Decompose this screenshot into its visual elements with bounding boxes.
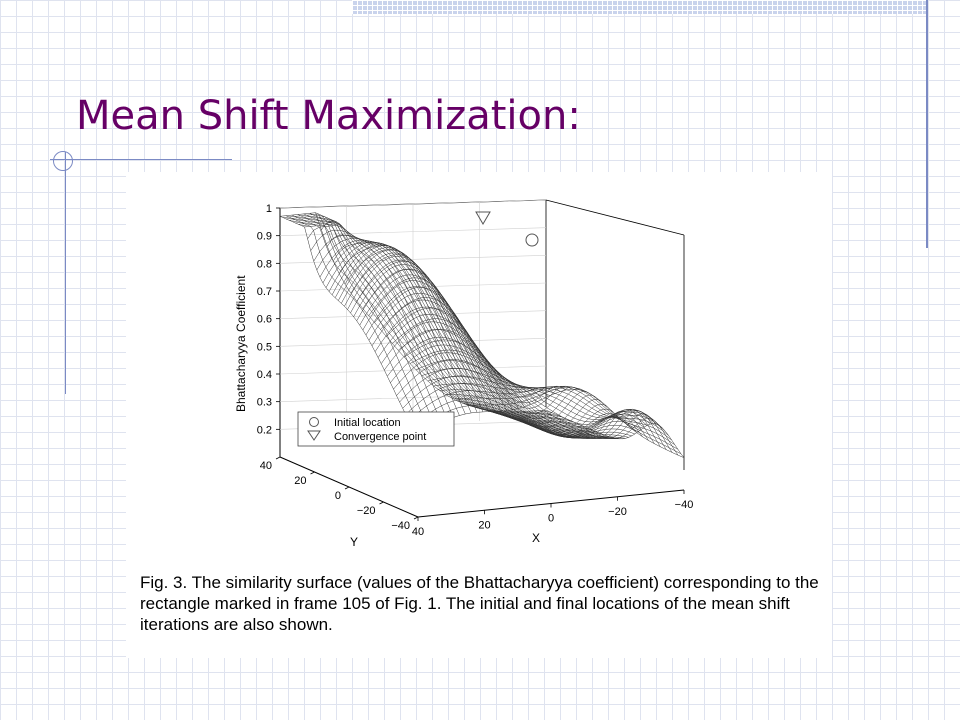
x-tick-label: 40 — [411, 526, 425, 538]
y-axis-ticks — [260, 457, 418, 532]
x-tick-label: −20 — [608, 505, 627, 518]
decor-line-left — [65, 152, 66, 394]
z-axis-ticks — [257, 203, 280, 436]
header-decoration-band — [352, 0, 928, 14]
y-tick-mark — [345, 487, 349, 489]
y-tick-label: 0 — [334, 490, 341, 502]
y-tick-mark — [414, 517, 418, 519]
z-tick-label: 0.6 — [256, 313, 272, 326]
y-tick-label: −40 — [391, 520, 410, 532]
y-tick-mark — [276, 457, 280, 459]
surface-mesh-line — [369, 278, 507, 411]
x-tick-label: −40 — [674, 499, 694, 511]
surface-mesh-line — [298, 215, 436, 427]
z-tick-label: 0.3 — [256, 396, 272, 409]
x-axis-label: X — [532, 531, 541, 545]
surface-mesh-line — [302, 222, 568, 420]
z-tick-label: 1 — [265, 203, 272, 215]
z-tick-label: 0.9 — [256, 230, 272, 243]
figure-caption: Fig. 3. The similarity surface (values of the Bhattacharyya coefficient) corresponding to the rectangle marked in frame 105 of Fig. 1. The initial and final locations of the mean shift iterations are also shown. — [140, 573, 819, 634]
surface-plot — [126, 172, 832, 567]
y-tick-mark — [380, 502, 384, 504]
surface-mesh-line — [295, 219, 561, 417]
surface-mesh-line — [289, 217, 555, 416]
y-tick-label: 20 — [294, 475, 307, 487]
y-tick-label: −20 — [356, 505, 376, 517]
z-tick-label: 0.2 — [256, 424, 272, 437]
z-tick-label: 0.5 — [256, 341, 272, 354]
surface-mesh-line — [375, 287, 513, 410]
surface-mesh-line — [326, 242, 592, 431]
figure-panel — [126, 172, 832, 658]
z-tick-label: 0.4 — [256, 369, 272, 381]
x-axis-ticks — [412, 490, 693, 538]
surface-mesh-line — [348, 256, 614, 438]
box-top-right-edge — [546, 200, 684, 235]
decor-line-right — [926, 0, 928, 248]
z-tick-label: 0.7 — [256, 286, 272, 298]
convergence-point-marker — [476, 212, 490, 224]
decor-line-horizontal — [50, 159, 232, 160]
z-axis-label: Bhattacharyya Coefficient — [234, 275, 248, 412]
y-tick-mark — [311, 472, 315, 474]
slide-title: Mean Shift Maximization: — [76, 93, 581, 139]
y-axis-label: Y — [350, 535, 359, 549]
x-tick-label: 0 — [547, 512, 555, 525]
y-tick-label: 40 — [259, 460, 272, 472]
initial-location-marker — [526, 234, 538, 246]
decor-circle — [53, 151, 73, 171]
legend — [298, 412, 454, 446]
surface-mesh-line — [316, 213, 454, 418]
legend-initial-label: Initial location — [334, 417, 401, 429]
z-tick-label: 0.8 — [256, 258, 272, 271]
surface-mesh-line — [311, 230, 577, 424]
legend-convergence-label: Convergence point — [334, 431, 427, 443]
plot-gridlines — [280, 200, 546, 445]
x-tick-label: 20 — [478, 519, 491, 532]
